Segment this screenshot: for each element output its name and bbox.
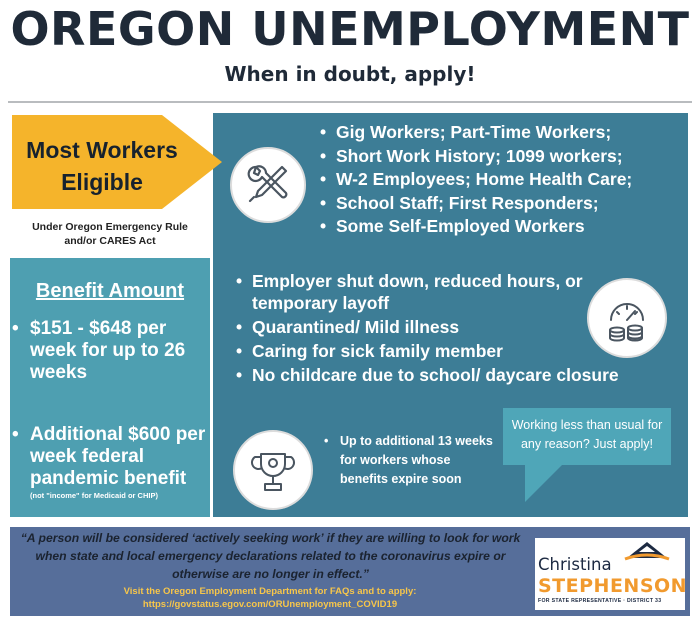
speech-bubble-tail bbox=[525, 462, 565, 502]
eligible-headline-line1: Most Workers bbox=[26, 137, 178, 163]
apply-cta bbox=[20, 585, 520, 611]
eligible-headline-line2: Eligible bbox=[61, 169, 143, 195]
clock-coins-icon bbox=[587, 278, 667, 358]
list-item: • Up to additional 13 weeks for workers whose benefits expire soon bbox=[322, 432, 497, 489]
trophy-icon bbox=[233, 430, 313, 510]
list-item: • Employer shut down, reduced hours, or temporary layoff bbox=[234, 270, 634, 314]
extension-item bbox=[322, 432, 497, 489]
logo-first-name: Christina bbox=[538, 555, 612, 574]
eligible-worker-list bbox=[318, 121, 688, 239]
page-title: OREGON UNEMPLOYMENT bbox=[10, 2, 690, 56]
logo-last-name: STEPHENSON bbox=[538, 575, 688, 597]
speech-bubble-text: Working less than usual for any reason? Just apply! bbox=[511, 418, 663, 451]
rule-note-line2: and/or CARES Act bbox=[64, 235, 156, 247]
list-item: • $151 - $648 per week for up to 26 weeks bbox=[10, 318, 210, 384]
benefit-heading: Benefit Amount bbox=[35, 280, 185, 302]
benefit-note: (not "income" for Medicaid or CHIP) bbox=[30, 491, 158, 500]
list-item: • Gig Workers; Part-Time Workers; bbox=[318, 121, 688, 145]
list-item: • Short Work History; 1099 workers; bbox=[318, 145, 688, 169]
eligible-headline bbox=[12, 134, 192, 198]
seeking-work-quote: “A person will be considered ‘actively seeking work’ if they are willing to look for work when state and local emergency declarations related to the coronavirus expire or otherwise are no longer in effect.” bbox=[20, 531, 521, 581]
list-item: • Caring for sick family member bbox=[234, 340, 634, 362]
list-item: • School Staff; First Responders; bbox=[318, 192, 688, 216]
list-item: • Quarantined/ Mild illness bbox=[234, 316, 634, 338]
page-subtitle: When in doubt, apply! bbox=[224, 62, 476, 86]
tools-icon bbox=[230, 147, 306, 223]
list-item: • No childcare due to school/ daycare closure bbox=[234, 364, 634, 386]
apply-cta-line1: Visit the Oregon Employment Department for FAQs and to apply: bbox=[123, 586, 417, 597]
rule-note bbox=[12, 220, 208, 248]
header-divider bbox=[8, 101, 692, 103]
list-item: • W-2 Employees; Home Health Care; bbox=[318, 168, 688, 192]
list-item: • Additional $600 per week federal pandemic benefit bbox=[10, 424, 210, 490]
benefit-list bbox=[10, 318, 210, 490]
logo-tagline: FOR STATE REPRESENTATIVE · DISTRICT 33 bbox=[538, 598, 662, 604]
rule-note-line1: Under Oregon Emergency Rule bbox=[32, 221, 188, 233]
list-item: • Some Self-Employed Workers bbox=[318, 215, 688, 239]
eligibility-reasons-list bbox=[234, 270, 634, 388]
apply-cta-link[interactable]: https://govstatus.egov.com/ORUnemployment_COVID19 bbox=[142, 599, 398, 610]
